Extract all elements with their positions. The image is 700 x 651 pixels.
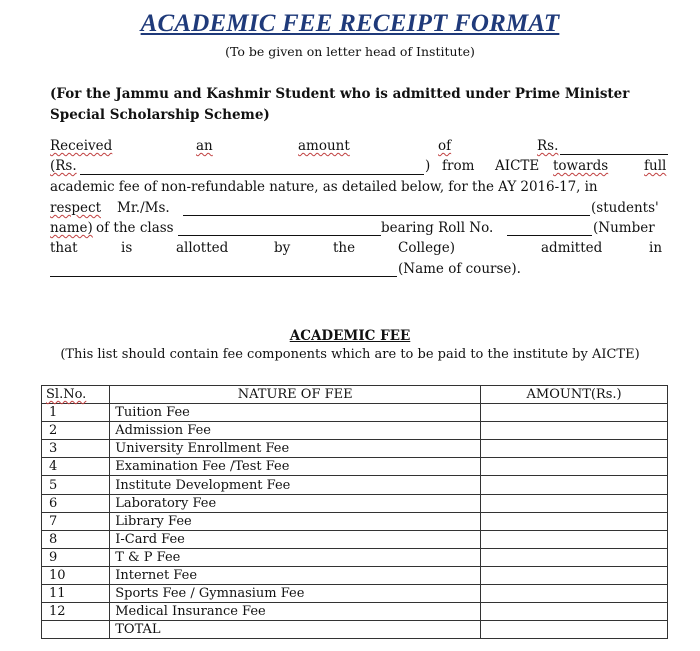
para-word: towards bbox=[553, 158, 609, 174]
para-word: (students' bbox=[591, 200, 659, 216]
row-fee-name: University Enrollment Fee bbox=[110, 440, 481, 458]
table-row bbox=[42, 476, 668, 494]
para-word: Rs. bbox=[537, 138, 559, 154]
table-row bbox=[42, 422, 668, 440]
row-slno: 3 bbox=[42, 440, 110, 458]
total-row bbox=[42, 621, 668, 639]
table-row bbox=[42, 566, 668, 584]
scheme-note: (For the Jammu and Kashmir Student who is admitted under Prime Minister Special Scholarship Scheme) bbox=[50, 86, 630, 123]
section-note: (This list should contain fee components which are to be paid to the institute by AICTE) bbox=[60, 347, 640, 362]
row-fee-name: Sports Fee / Gymnasium Fee bbox=[110, 585, 481, 603]
para-word: (Rs. bbox=[50, 158, 77, 174]
total-slno-cell bbox=[42, 621, 110, 639]
para-word: (Name of course). bbox=[398, 261, 521, 277]
row-fee-name: Library Fee bbox=[110, 512, 481, 530]
row-amount-cell[interactable] bbox=[481, 440, 668, 458]
page-title: ACADEMIC FEE RECEIPT FORMAT bbox=[140, 10, 560, 37]
para-word: Mr./Ms. bbox=[117, 200, 170, 216]
row-fee-name: Examination Fee /Test Fee bbox=[110, 458, 481, 476]
row-slno: 9 bbox=[42, 548, 110, 566]
table-row bbox=[42, 440, 668, 458]
para-word: amount bbox=[298, 138, 350, 154]
table-row bbox=[42, 494, 668, 512]
row-amount-cell[interactable] bbox=[481, 404, 668, 422]
para-word: an bbox=[196, 138, 213, 154]
para-word: of bbox=[438, 138, 452, 154]
para-word: bearing Roll No. bbox=[381, 220, 494, 236]
row-amount-cell[interactable] bbox=[481, 494, 668, 512]
row-slno: 5 bbox=[42, 476, 110, 494]
table-header-row bbox=[42, 386, 668, 404]
row-amount-cell[interactable] bbox=[481, 603, 668, 621]
blank-line bbox=[50, 276, 397, 277]
para-line: academic fee of non-refundable nature, as detailed below, for the AY 2016-17, in bbox=[50, 179, 598, 195]
para-word: full bbox=[644, 158, 667, 174]
row-amount-cell[interactable] bbox=[481, 566, 668, 584]
row-fee-name: Laboratory Fee bbox=[110, 494, 481, 512]
table-row bbox=[42, 585, 668, 603]
para-word: of the class bbox=[96, 220, 174, 236]
subtitle: (To be given on letter head of Institute) bbox=[225, 44, 475, 59]
row-slno: 8 bbox=[42, 530, 110, 548]
para-word: AICTE bbox=[495, 158, 540, 174]
table-row bbox=[42, 458, 668, 476]
header-slno: Sl.No. bbox=[42, 386, 110, 404]
table-row bbox=[42, 530, 668, 548]
row-slno: 7 bbox=[42, 512, 110, 530]
para-word: is bbox=[121, 240, 133, 256]
row-fee-name: Medical Insurance Fee bbox=[110, 603, 481, 621]
row-slno: 1 bbox=[42, 404, 110, 422]
row-fee-name: Internet Fee bbox=[110, 566, 481, 584]
table-row bbox=[42, 603, 668, 621]
row-slno: 6 bbox=[42, 494, 110, 512]
row-amount-cell[interactable] bbox=[481, 512, 668, 530]
para-word: that bbox=[50, 240, 78, 256]
row-fee-name: Tuition Fee bbox=[110, 404, 481, 422]
row-fee-name: I-Card Fee bbox=[110, 530, 481, 548]
blank-line bbox=[183, 215, 590, 216]
section-title: ACADEMIC FEE bbox=[289, 328, 411, 344]
blank-line bbox=[507, 235, 592, 236]
row-fee-name: Admission Fee bbox=[110, 422, 481, 440]
row-fee-name: Institute Development Fee bbox=[110, 476, 481, 494]
fee-table bbox=[41, 385, 668, 639]
header-nature: NATURE OF FEE bbox=[110, 386, 481, 404]
row-slno: 10 bbox=[42, 566, 110, 584]
para-word: Received bbox=[50, 138, 113, 154]
para-word: ) bbox=[425, 158, 431, 174]
para-word: admitted bbox=[541, 240, 603, 256]
row-amount-cell[interactable] bbox=[481, 585, 668, 603]
row-slno: 12 bbox=[42, 603, 110, 621]
para-word: in bbox=[649, 240, 663, 256]
row-amount-cell[interactable] bbox=[481, 476, 668, 494]
blank-line bbox=[178, 235, 381, 236]
para-word: name) bbox=[50, 220, 93, 236]
row-amount-cell[interactable] bbox=[481, 548, 668, 566]
blank-line bbox=[80, 174, 424, 175]
para-word: the bbox=[333, 240, 356, 256]
row-slno: 4 bbox=[42, 458, 110, 476]
para-word: (Number bbox=[593, 220, 655, 236]
total-amount-cell[interactable] bbox=[481, 621, 668, 639]
table-row bbox=[42, 404, 668, 422]
row-fee-name: T & P Fee bbox=[110, 548, 481, 566]
total-label: TOTAL bbox=[110, 621, 481, 639]
blank-line bbox=[560, 154, 668, 155]
table-row bbox=[42, 512, 668, 530]
para-word: respect bbox=[50, 200, 101, 216]
row-amount-cell[interactable] bbox=[481, 530, 668, 548]
row-amount-cell[interactable] bbox=[481, 458, 668, 476]
para-word: from bbox=[442, 158, 475, 174]
row-amount-cell[interactable] bbox=[481, 422, 668, 440]
para-word: allotted bbox=[176, 240, 229, 256]
para-word: College) bbox=[398, 240, 455, 256]
row-slno: 11 bbox=[42, 585, 110, 603]
table-row bbox=[42, 548, 668, 566]
row-slno: 2 bbox=[42, 422, 110, 440]
header-amount: AMOUNT(Rs.) bbox=[481, 386, 668, 404]
para-word: by bbox=[274, 240, 291, 256]
